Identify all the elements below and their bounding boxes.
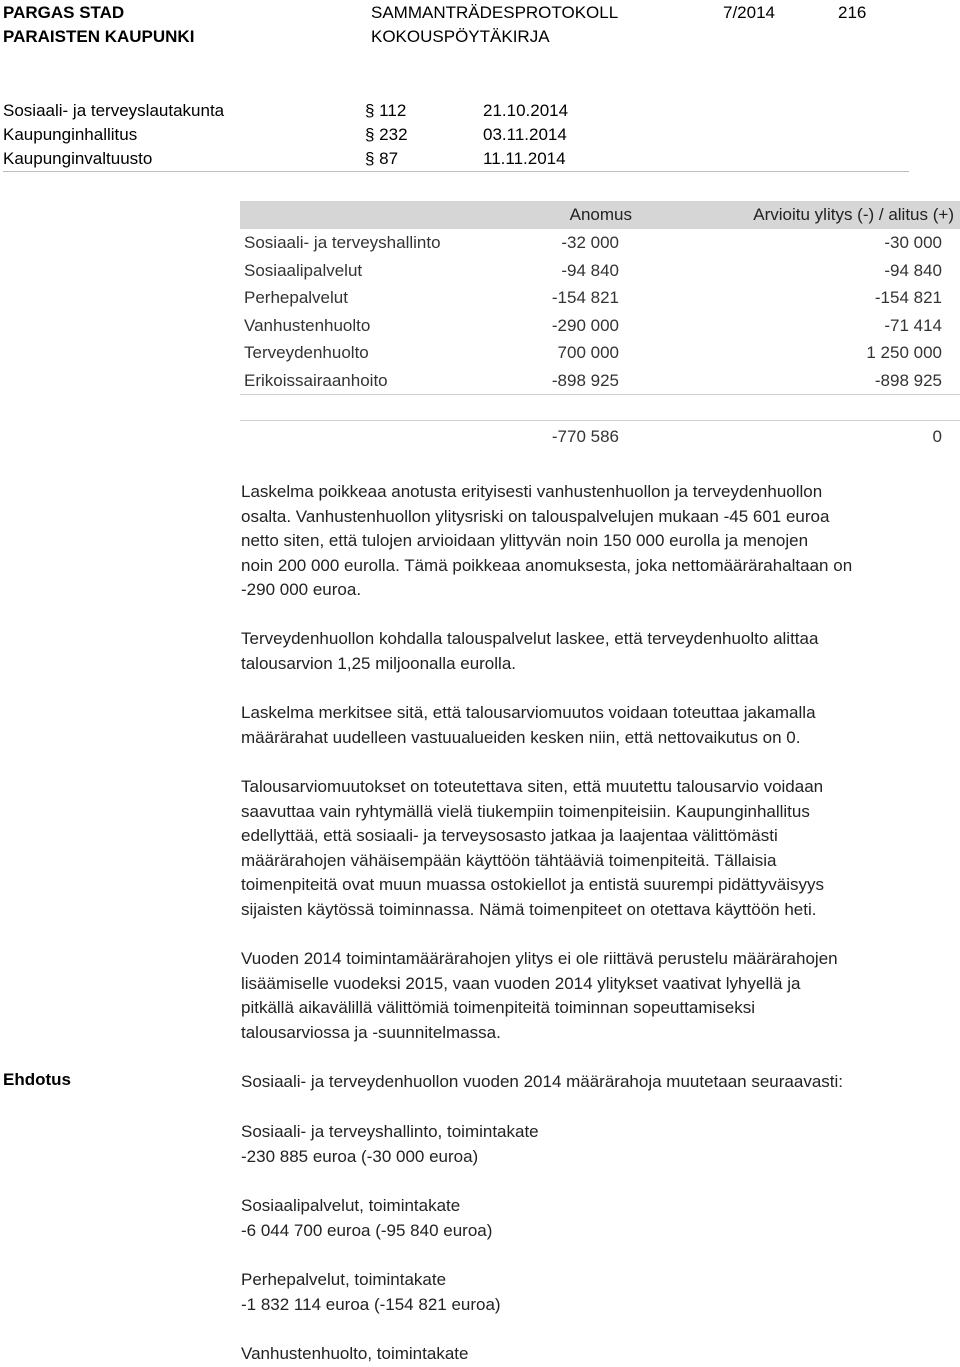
meeting-body: Sosiaali- ja terveyslautakunta [3, 101, 225, 120]
table-row [240, 284, 960, 312]
paragraph [241, 627, 941, 676]
meeting-body: Kaupunginvaltuusto [3, 149, 153, 168]
paragraph-line: talousarvion 1,25 miljoonalla eurolla. [241, 653, 516, 673]
paragraph-line: Laskelma poikkeaa anotusta erityisesti vanhustenhuollon ja terveydenhuollon [241, 482, 823, 501]
proposal-item-value: -6 044 700 euroa (-95 840 euroa) [241, 1220, 493, 1240]
meeting-date: 11.11.2014 [483, 149, 566, 168]
page-number: 216 [838, 3, 867, 22]
table-total-row [240, 421, 960, 453]
paragraph-line: Laskelma merkitsee sitä, että talousarviomuutos voidaan toteuttaa jakamalla [241, 703, 816, 722]
table-cell-request: -94 840 [561, 260, 619, 280]
issue-number: 7/2014 [723, 3, 775, 22]
table-row [240, 229, 960, 257]
paragraph-line: pitkällä aikavälillä välittömiä toimenpiteitä toiminnan sopeuttamiseksi [241, 998, 756, 1018]
table-cell-estimate: -71 414 [884, 315, 942, 335]
proposal-item-title: Sosiaalipalvelut, toimintakate [241, 1196, 461, 1215]
proposal-intro [241, 1070, 941, 1095]
table-header-request: Anomus [569, 205, 632, 224]
table-total-estimate: 0 [932, 427, 942, 446]
org-name-fi: PARGAS STAD [3, 3, 125, 22]
table-cell-estimate: -30 000 [884, 233, 942, 252]
paragraph [241, 480, 941, 603]
paragraph-line: määrärahat uudelleen vastuualueiden kesken niin, että nettovaikutus on 0. [241, 727, 801, 747]
paragraph-line: talousarviossa ja -suunnitelmassa. [241, 1022, 501, 1042]
paragraph-line: Terveydenhuollon kohdalla talouspalvelut laskee, että terveydenhuolto alittaa [241, 629, 819, 648]
table-cell-unit: Sosiaalipalvelut [244, 260, 363, 280]
table-cell-estimate: 1 250 000 [866, 343, 942, 362]
paragraph [241, 775, 941, 923]
meeting-list [3, 99, 909, 172]
table-cell-unit: Vanhustenhuolto [244, 315, 371, 335]
proposal-item-title: Vanhustenhuolto, toimintakate [241, 1344, 469, 1363]
meeting-row [3, 99, 909, 123]
table-header-estimate: Arvioitu ylitys (-) / alitus (+) [753, 205, 954, 224]
table-blank-row [240, 394, 960, 421]
table-cell-unit: Erikoissairaanhoito [244, 370, 388, 390]
table-cell-unit: Terveydenhuolto [244, 343, 369, 362]
table-row [240, 312, 960, 340]
proposal-item-title: Sosiaali- ja terveyshallinto, toimintakate [241, 1122, 539, 1141]
paragraph-line: netto siten, että tulojen arvioidaan ylittyvän noin 150 000 eurolla ja menojen [241, 531, 809, 551]
proposal-item [241, 1342, 941, 1367]
doc-type-fi: KOKOUSPÖYTÄKIRJA [371, 27, 550, 46]
org-name-sv: PARAISTEN KAUPUNKI [3, 27, 195, 46]
meeting-body: Kaupunginhallitus [3, 125, 138, 144]
proposal-item-title: Perhepalvelut, toimintakate [241, 1270, 447, 1289]
paragraph-line: edellyttää, että sosiaali- ja terveysosasto jatkaa ja laajentaa välittömästi [241, 826, 778, 846]
table-row [240, 339, 960, 367]
meeting-date: 21.10.2014 [483, 101, 569, 120]
meeting-row [3, 123, 909, 147]
table-cell-unit: Perhepalvelut [244, 288, 348, 307]
paragraph-line: Talousarviomuutokset on toteutettava siten, että muutettu talousarvio voidaan [241, 777, 824, 796]
meeting-section: § 232 [365, 125, 408, 144]
proposal-item [241, 1268, 941, 1317]
paragraph-line: lisäämiselle vuodeksi 2015, vaan vuoden 2014 ylitykset vaativat lyhyellä ja [241, 973, 801, 993]
meeting-section: § 112 [365, 101, 407, 120]
budget-table [240, 201, 960, 453]
table-cell-estimate: -898 925 [874, 370, 942, 390]
table-cell-estimate: -94 840 [884, 260, 942, 280]
table-cell-request: -32 000 [561, 233, 619, 252]
paragraph-line: Vuoden 2014 toimintamäärärahojen ylitys ei ole riittävä perustelu määrärahojen [241, 949, 838, 968]
proposal-item [241, 1120, 941, 1169]
paragraph [241, 701, 941, 750]
table-row [240, 257, 960, 285]
table-cell-request: -154 821 [551, 288, 619, 307]
doc-type-sv: SAMMANTRÄDESPROTOKOLL [371, 3, 619, 22]
meeting-row [3, 147, 909, 171]
paragraph-line: toimenpiteitä ovat muun muassa ostokiellot ja entistä suurempi pidättyväisyys [241, 875, 825, 895]
proposal-item-value: -230 885 euroa (-30 000 euroa) [241, 1146, 479, 1166]
paragraph-line: saavuttaa vain ryhtymällä vielä tiukempiin toimenpiteisiin. Kaupunginhallitus [241, 801, 810, 821]
table-header-row [240, 201, 960, 229]
meeting-date: 03.11.2014 [483, 125, 567, 144]
paragraph-line: noin 200 000 eurolla. Tämä poikkeaa anomuksesta, joka nettomäärärahaltaan on [241, 555, 853, 575]
proposal-label: Ehdotus [3, 1070, 71, 1089]
table-cell-unit: Sosiaali- ja terveyshallinto [244, 233, 441, 252]
paragraph-line: sijaisten käytössä toiminnassa. Nämä toimenpiteet on otettava käyttöön heti. [241, 899, 817, 919]
table-cell-request: 700 000 [557, 343, 619, 362]
paragraph-line: osalta. Vanhustenhuollon ylitysriski on talouspalvelujen mukaan -45 601 euroa [241, 506, 830, 526]
paragraph-line: määrärahojen vähäisempään käyttöön tähtääviä toimenpiteitä. Tällaisia [241, 850, 777, 870]
paragraph-line: -290 000 euroa. [241, 580, 362, 600]
proposal-item [241, 1194, 941, 1243]
paragraph [241, 947, 941, 1045]
table-cell-request: -290 000 [551, 315, 619, 335]
table-row [240, 367, 960, 395]
table-cell-estimate: -154 821 [874, 288, 942, 307]
proposal-intro-line: Sosiaali- ja terveydenhuollon vuoden 2014 määrärahoja muutetaan seuraavasti: [241, 1072, 843, 1091]
table-total-request: -770 586 [551, 427, 619, 446]
proposal-item-value: -1 832 114 euroa (-154 821 euroa) [241, 1294, 501, 1314]
table-cell-request: -898 925 [551, 370, 619, 390]
meeting-section: § 87 [365, 149, 399, 168]
